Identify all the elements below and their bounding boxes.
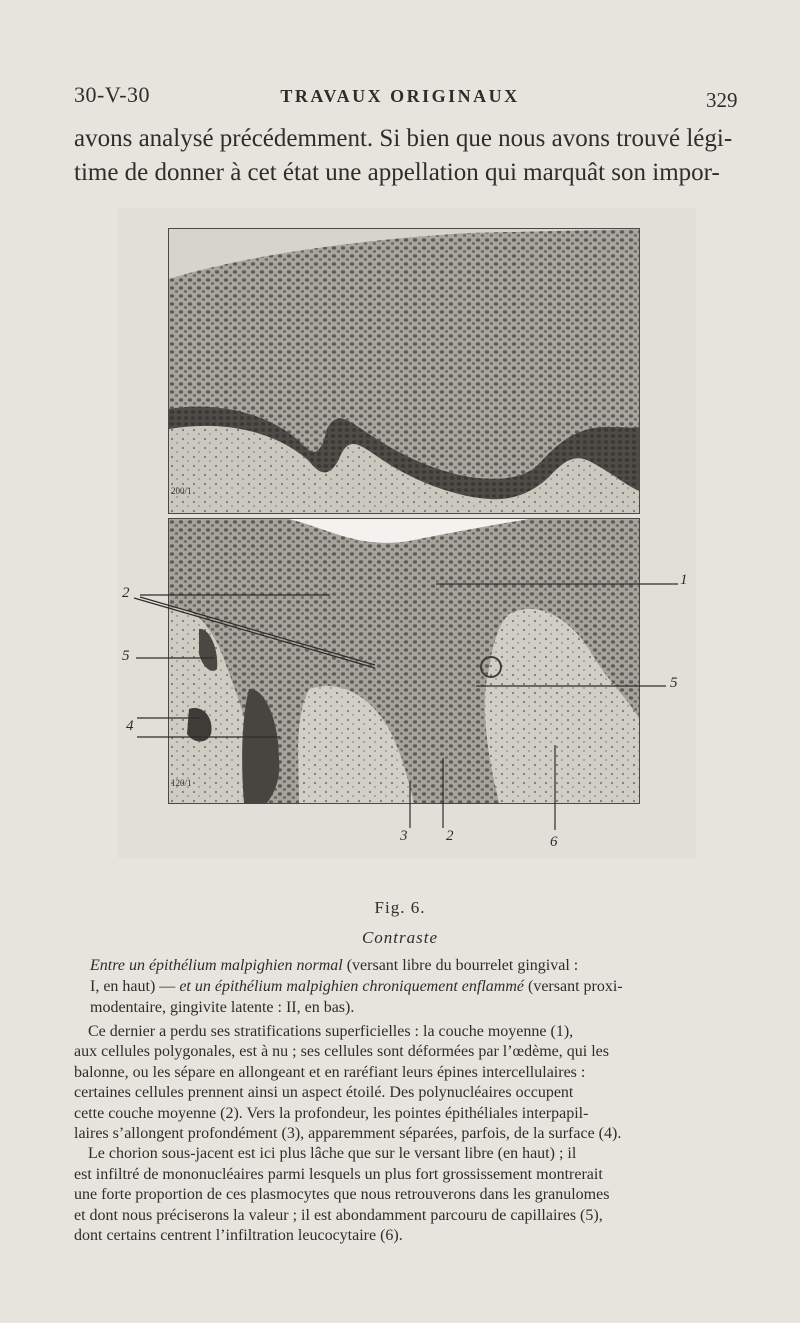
header-date: 30-V-30 xyxy=(74,82,151,107)
figure-label-2-bottom: 2 xyxy=(446,828,454,844)
caption-line: modentaire, gingivite latente : II, en bas). xyxy=(90,999,355,1016)
intro-paragraph xyxy=(74,122,750,190)
figure-title: Contraste xyxy=(361,928,439,947)
figure-label-6: 6 xyxy=(550,834,558,850)
micrograph-inflamed-image xyxy=(169,519,639,803)
figure-label-2: 2 xyxy=(122,585,130,601)
micrograph-normal-epithelium xyxy=(168,228,640,514)
micrograph-normal-image xyxy=(169,229,639,513)
body-line: aux cellules polygonales, est à nu ; ses cellules sont déformées par l’œdème, qui les xyxy=(74,1043,609,1061)
body-line: une forte proportion de ces plasmocytes que nous retrouverons dans les granulomes xyxy=(74,1186,610,1204)
body-line: est infiltré de mononucléaires parmi lesquels un plus fort grossissement montrerait xyxy=(74,1165,603,1183)
scale-label-bottom: 120/1 xyxy=(171,778,192,788)
body-line: laires s’allongent profondément (3), apparemment séparées, parfois, de la surface (4). xyxy=(74,1125,622,1143)
figure-number: Fig. 6. xyxy=(374,898,426,917)
body-line: Ce dernier a perdu ses stratifications superficielles : la couche moyenne (1), xyxy=(88,1023,574,1040)
body-line: et dont nous préciserons la valeur ; il est abondamment parcouru de capillaires (5), xyxy=(74,1206,603,1224)
body-line: balonne, ou les sépare en allongeant et en raréfiant leurs épines intercellulaires : xyxy=(74,1063,586,1081)
figure-label-5-right: 5 xyxy=(670,675,678,691)
figure-caption xyxy=(90,955,736,1018)
caption-text: (versant libre du bourrelet gingival : xyxy=(342,957,579,974)
body-line: Le chorion sous-jacent est ici plus lâche que sur le versant libre (en haut) ; il xyxy=(88,1145,577,1163)
figure-label-1: 1 xyxy=(680,572,688,588)
intro-line: time de donner à cet état une appellation qui marquât son impor- xyxy=(74,159,720,186)
body-line: dont certains centrent l’infiltration leucocytaire (6). xyxy=(74,1227,403,1245)
caption-italic: et un épithélium malpighien chroniquement enflammé xyxy=(179,978,524,995)
running-header xyxy=(0,82,800,112)
caption-text: I, en haut) — xyxy=(90,978,180,995)
intro-line: avons analysé précédemment. Si bien que nous avons trouvé légi- xyxy=(74,125,733,152)
header-section-title: TRAVAUX ORIGINAUX xyxy=(280,86,520,106)
caption-text: (versant proxi- xyxy=(523,978,623,995)
figure-label-3: 3 xyxy=(400,828,408,844)
figure-label-5-left: 5 xyxy=(122,648,130,664)
caption-italic: Entre un épithélium malpighien normal xyxy=(90,957,343,974)
body-line: certaines cellules prennent ainsi un aspect étoilé. Des polynucléaires occupent xyxy=(74,1084,574,1102)
body-line: cette couche moyenne (2). Vers la profondeur, les pointes épithéliales interpapil- xyxy=(74,1104,589,1122)
caption-line xyxy=(90,955,736,976)
page-number: 329 xyxy=(706,88,738,112)
body-text xyxy=(74,1022,736,1246)
scale-label-top: 200/1 xyxy=(171,486,192,496)
caption-line xyxy=(90,976,736,997)
figure-label-4: 4 xyxy=(126,718,134,734)
micrograph-inflamed-epithelium xyxy=(168,518,640,804)
